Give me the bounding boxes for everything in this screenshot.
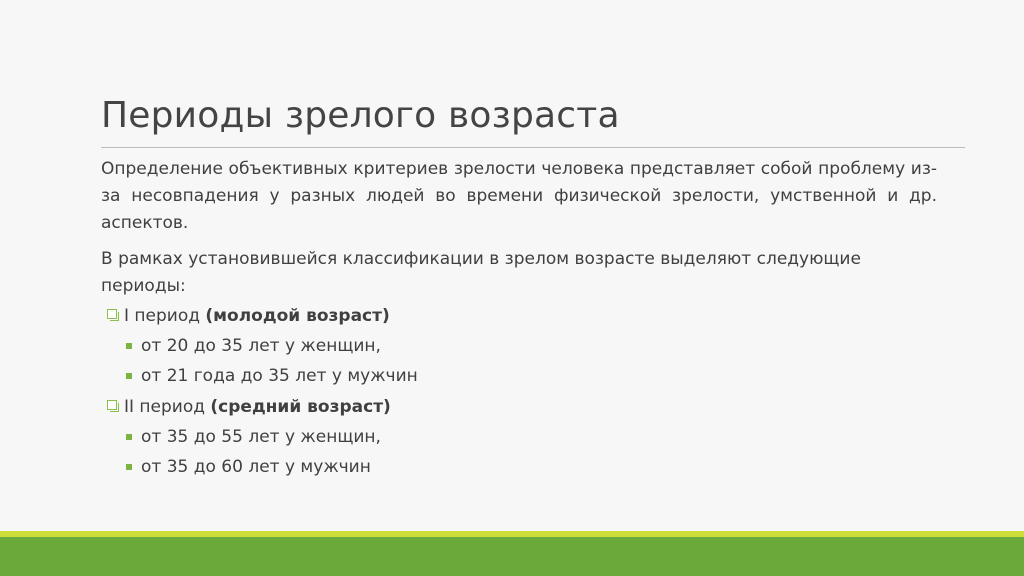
period-subitem: [101, 452, 937, 482]
slide-title: Периоды зрелого возраста: [101, 95, 620, 136]
period-age-group: (средний возраст): [210, 397, 391, 417]
slide-body: [101, 156, 937, 482]
period-item-2: [104, 392, 937, 422]
period-subitem: [101, 331, 937, 361]
title-divider: [101, 147, 965, 148]
square-bullet-icon: [126, 434, 132, 440]
period-subitem-text: от 21 года до 35 лет у мужчин: [141, 366, 418, 386]
checkbox-icon: [107, 309, 117, 319]
square-bullet-icon: [126, 464, 132, 470]
period-subitem: [101, 361, 937, 391]
square-bullet-icon: [126, 373, 132, 379]
period-age-group: (молодой возраст): [205, 306, 390, 326]
period-subitem-text: от 20 до 35 лет у женщин,: [141, 336, 381, 356]
period-label: II период: [124, 397, 211, 417]
period-subitem-text: от 35 до 60 лет у мужчин: [141, 457, 371, 477]
period-item-1: [104, 301, 937, 331]
intro-paragraph: Определение объективных критериев зрелости человека представляет собой проблему из-за несовпадения у разных людей во времени физической зрелости, умственной и др. аспектов.: [101, 159, 937, 233]
footer-bar: [0, 537, 1024, 576]
period-subitem: [101, 422, 937, 452]
period-subitem-text: от 35 до 55 лет у женщин,: [141, 427, 381, 447]
checkbox-icon: [107, 400, 117, 410]
period-label: I период: [124, 306, 206, 326]
classification-paragraph: В рамках установившейся классификации в зрелом возрасте выделяют следующие периоды:: [101, 249, 861, 296]
square-bullet-icon: [126, 343, 132, 349]
